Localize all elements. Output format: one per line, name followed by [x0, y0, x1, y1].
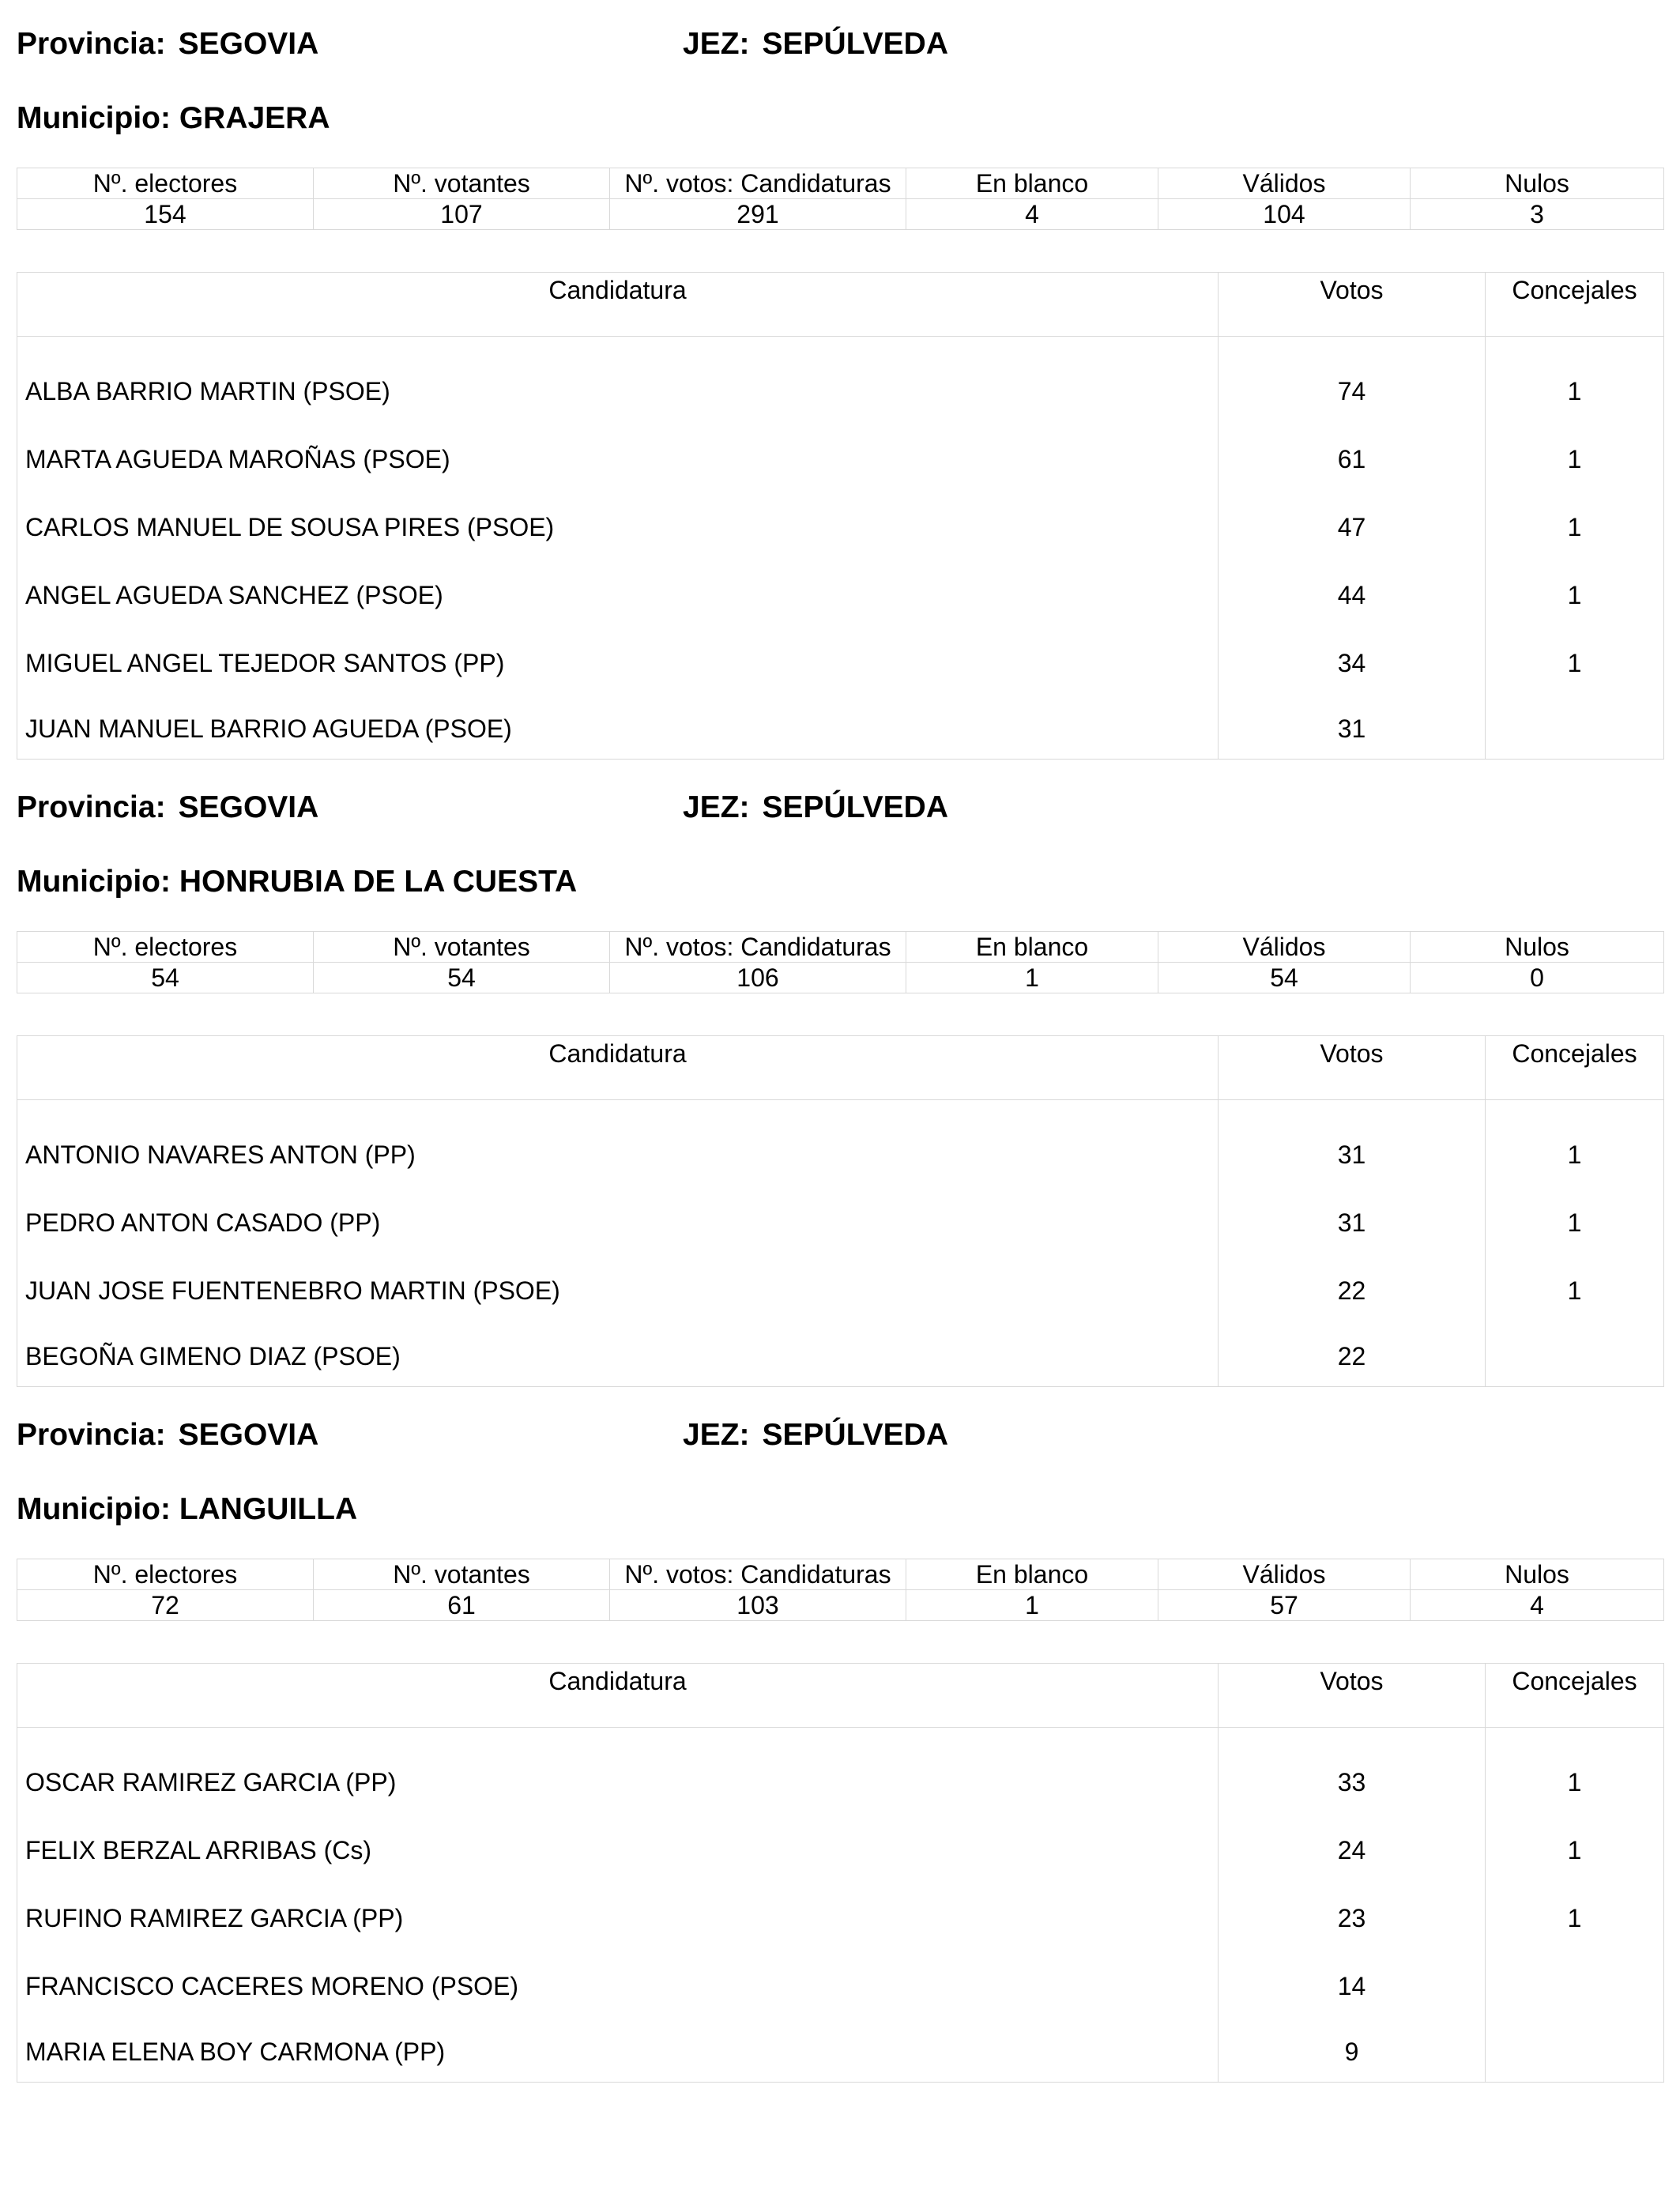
stats-header-cell: Nulos	[1411, 1559, 1664, 1590]
stats-header-cell: Nulos	[1411, 168, 1664, 199]
candidate-concejales	[1486, 1325, 1664, 1387]
stats-table	[17, 931, 1664, 993]
stats-table	[17, 168, 1664, 230]
provincia-value: SEGOVIA	[178, 1418, 319, 1452]
candidate-votes: 31	[1219, 1121, 1486, 1189]
candidatura-header: Candidatura	[17, 273, 1219, 337]
stats-value-cell: 154	[17, 199, 314, 230]
municipio-label: Municipio:	[17, 865, 171, 899]
table-row	[17, 1952, 1664, 2020]
votos-header: Votos	[1219, 273, 1486, 337]
stats-header-cell: Nº. electores	[17, 1559, 314, 1590]
candidate-name: OSCAR RAMIREZ GARCIA (PP)	[17, 1748, 1219, 1816]
stats-value-cell: 103	[610, 1590, 906, 1621]
table-row	[17, 1748, 1664, 1816]
stats-value-cell: 54	[314, 963, 610, 993]
candidates-table	[17, 1035, 1664, 1387]
candidate-name: ANGEL AGUEDA SANCHEZ (PSOE)	[17, 561, 1219, 629]
table-row	[17, 1121, 1664, 1189]
jez-value: SEPÚLVEDA	[762, 27, 949, 61]
candidate-concejales: 1	[1486, 1121, 1664, 1189]
candidate-name: CARLOS MANUEL DE SOUSA PIRES (PSOE)	[17, 493, 1219, 561]
table-row	[17, 425, 1664, 493]
candidate-votes: 74	[1219, 357, 1486, 425]
candidate-votes: 34	[1219, 629, 1486, 697]
candidate-votes: 61	[1219, 425, 1486, 493]
candidate-name: MIGUEL ANGEL TEJEDOR SANTOS (PP)	[17, 629, 1219, 697]
votos-header: Votos	[1219, 1036, 1486, 1100]
provincia-label: Provincia:	[17, 790, 166, 824]
table-row	[17, 1325, 1664, 1387]
stats-value-cell: 291	[610, 199, 906, 230]
municipio-label: Municipio:	[17, 101, 171, 135]
jez-label: JEZ:	[683, 27, 750, 61]
stats-table	[17, 1559, 1664, 1621]
candidates-table	[17, 272, 1664, 760]
table-row	[17, 357, 1664, 425]
candidate-concejales	[1486, 697, 1664, 760]
stats-header-cell: En blanco	[906, 1559, 1158, 1590]
candidate-concejales: 1	[1486, 1816, 1664, 1884]
stats-value-cell: 107	[314, 199, 610, 230]
stats-header-cell: Nº. electores	[17, 932, 314, 963]
candidate-name: JUAN JOSE FUENTENEBRO MARTIN (PSOE)	[17, 1257, 1219, 1325]
stats-value-cell: 0	[1411, 963, 1664, 993]
stats-header-cell: En blanco	[906, 168, 1158, 199]
stats-value-cell: 3	[1411, 199, 1664, 230]
candidate-votes: 31	[1219, 697, 1486, 760]
stats-value-cell: 72	[17, 1590, 314, 1621]
candidate-concejales: 1	[1486, 493, 1664, 561]
candidate-concejales: 1	[1486, 425, 1664, 493]
candidate-name: ANTONIO NAVARES ANTON (PP)	[17, 1121, 1219, 1189]
candidate-votes: 23	[1219, 1884, 1486, 1952]
table-row	[17, 561, 1664, 629]
candidatura-header: Candidatura	[17, 1664, 1219, 1728]
provincia-label: Provincia:	[17, 27, 166, 61]
stats-value-row	[17, 1590, 1664, 1621]
concejales-header: Concejales	[1486, 273, 1664, 337]
candidate-votes: 44	[1219, 561, 1486, 629]
candidate-votes: 22	[1219, 1257, 1486, 1325]
table-row	[17, 493, 1664, 561]
stats-header-row	[17, 932, 1664, 963]
concejales-header: Concejales	[1486, 1036, 1664, 1100]
candidate-name: PEDRO ANTON CASADO (PP)	[17, 1189, 1219, 1257]
stats-header-cell: Nº. votantes	[314, 1559, 610, 1590]
candidate-concejales: 1	[1486, 357, 1664, 425]
candidate-concejales: 1	[1486, 1884, 1664, 1952]
municipio-value: LANGUILLA	[179, 1492, 358, 1526]
stats-value-cell: 1	[906, 963, 1158, 993]
candidate-concejales: 1	[1486, 1748, 1664, 1816]
candidate-votes: 9	[1219, 2020, 1486, 2083]
candidates-header-row	[17, 1664, 1664, 1728]
table-row	[17, 697, 1664, 760]
provincia-line	[17, 790, 318, 826]
jez-label: JEZ:	[683, 790, 750, 824]
table-row	[17, 1257, 1664, 1325]
jez-line	[683, 26, 948, 62]
candidate-votes: 14	[1219, 1952, 1486, 2020]
jez-line	[683, 1417, 948, 1453]
provincia-line	[17, 26, 318, 62]
stats-header-cell: Nulos	[1411, 932, 1664, 963]
candidate-name: BEGOÑA GIMENO DIAZ (PSOE)	[17, 1325, 1219, 1387]
candidates-header-row	[17, 1036, 1664, 1100]
candidate-votes: 31	[1219, 1189, 1486, 1257]
candidate-concejales: 1	[1486, 1257, 1664, 1325]
jez-label: JEZ:	[683, 1418, 750, 1452]
candidate-concejales: 1	[1486, 629, 1664, 697]
stats-header-cell: Válidos	[1158, 168, 1411, 199]
candidate-concejales: 1	[1486, 1189, 1664, 1257]
candidate-name: MARTA AGUEDA MAROÑAS (PSOE)	[17, 425, 1219, 493]
provincia-label: Provincia:	[17, 1418, 166, 1452]
stats-header-cell: Nº. votos: Candidaturas	[610, 1559, 906, 1590]
provincia-value: SEGOVIA	[178, 790, 319, 824]
stats-value-cell: 57	[1158, 1590, 1411, 1621]
provincia-value: SEGOVIA	[178, 27, 319, 61]
provincia-line	[17, 1417, 318, 1453]
candidate-name: RUFINO RAMIREZ GARCIA (PP)	[17, 1884, 1219, 1952]
jez-value: SEPÚLVEDA	[762, 790, 949, 824]
jez-line	[683, 790, 948, 826]
stats-header-cell: Válidos	[1158, 932, 1411, 963]
candidate-name: MARIA ELENA BOY CARMONA (PP)	[17, 2020, 1219, 2083]
candidate-votes: 33	[1219, 1748, 1486, 1816]
candidate-votes: 24	[1219, 1816, 1486, 1884]
stats-header-cell: Nº. votos: Candidaturas	[610, 932, 906, 963]
candidate-name: FELIX BERZAL ARRIBAS (Cs)	[17, 1816, 1219, 1884]
stats-value-cell: 4	[1411, 1590, 1664, 1621]
candidate-votes: 22	[1219, 1325, 1486, 1387]
candidatura-header: Candidatura	[17, 1036, 1219, 1100]
table-row	[17, 1189, 1664, 1257]
candidate-name: FRANCISCO CACERES MORENO (PSOE)	[17, 1952, 1219, 2020]
candidate-name: JUAN MANUEL BARRIO AGUEDA (PSOE)	[17, 697, 1219, 760]
candidate-votes: 47	[1219, 493, 1486, 561]
votos-header: Votos	[1219, 1664, 1486, 1728]
table-row	[17, 2020, 1664, 2083]
stats-value-cell: 61	[314, 1590, 610, 1621]
stats-header-row	[17, 168, 1664, 199]
municipio-line	[17, 1491, 357, 1528]
stats-value-row	[17, 963, 1664, 993]
stats-value-cell: 104	[1158, 199, 1411, 230]
stats-value-cell: 106	[610, 963, 906, 993]
stats-header-cell: Nº. votos: Candidaturas	[610, 168, 906, 199]
stats-header-cell: Válidos	[1158, 1559, 1411, 1590]
municipio-label: Municipio:	[17, 1492, 171, 1526]
stats-value-cell: 4	[906, 199, 1158, 230]
stats-header-cell: Nº. votantes	[314, 932, 610, 963]
municipio-value: GRAJERA	[179, 101, 330, 135]
candidate-concejales	[1486, 2020, 1664, 2083]
table-row	[17, 629, 1664, 697]
municipio-value: HONRUBIA DE LA CUESTA	[179, 865, 578, 899]
candidates-table	[17, 1663, 1664, 2083]
stats-header-cell: Nº. votantes	[314, 168, 610, 199]
table-row	[17, 1816, 1664, 1884]
candidate-concejales	[1486, 1952, 1664, 2020]
stats-value-cell: 54	[1158, 963, 1411, 993]
stats-value-cell: 54	[17, 963, 314, 993]
table-row	[17, 1884, 1664, 1952]
stats-value-row	[17, 199, 1664, 230]
candidate-concejales: 1	[1486, 561, 1664, 629]
candidates-header-row	[17, 273, 1664, 337]
concejales-header: Concejales	[1486, 1664, 1664, 1728]
jez-value: SEPÚLVEDA	[762, 1418, 949, 1452]
candidate-name: ALBA BARRIO MARTIN (PSOE)	[17, 357, 1219, 425]
stats-header-cell: Nº. electores	[17, 168, 314, 199]
stats-header-cell: En blanco	[906, 932, 1158, 963]
municipio-line	[17, 100, 330, 137]
stats-header-row	[17, 1559, 1664, 1590]
municipio-line	[17, 864, 577, 900]
stats-value-cell: 1	[906, 1590, 1158, 1621]
